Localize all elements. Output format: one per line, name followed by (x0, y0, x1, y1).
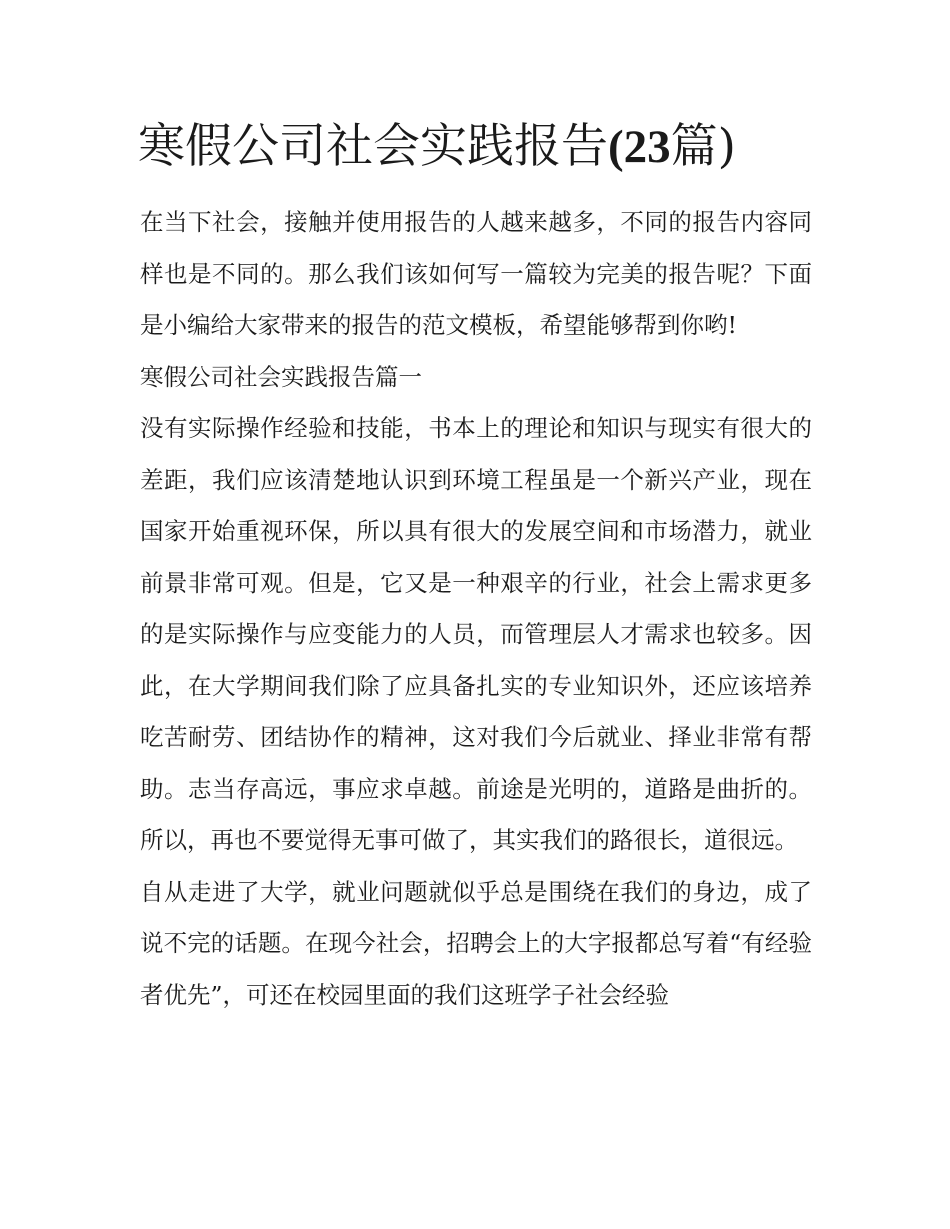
intro-paragraph: 在当下社会，接触并使用报告的人越来越多，不同的报告内容同样也是不同的。那么我们该如何写一篇较为完美的报告呢？下面是小编给大家带来的报告的范文模板，希望能够帮到你哟! (140, 208, 812, 339)
body-paragraph: 自从走进了大学，就业问题就似乎总是围绕在我们的身边，成了说不完的话题。在现今社会，招聘会上的大字报都总写着“有经验者优先”，可还在校园里面的我们这班学子社会经验 (140, 877, 812, 1009)
title-count: (23 (608, 121, 671, 173)
body-paragraph: 没有实际操作经验和技能，书本上的理论和知识与现实有很大的差距，我们应该清楚地认识到环境工程虽是一个新兴产业，现在国家开始重视环保，所以具有很大的发展空间和市场潜力，就业前景非常可观。但是，它又是一种艰辛的行业，社会上需求更多的是实际操作与应变能力的人员，而管理层人才需求也较多。因此，在大学期间我们除了应具备扎实的专业知识外，还应该培养吃苦耐劳、团结协作的精神，这对我们今后就业、择业非常有帮助。志当存高远，事应求卓越。前途是光明的，道路是曲折的。所以，再也不要觉得无事可做了，其实我们的路很长，道很远。 (140, 414, 812, 854)
title-tail: 篇) (670, 119, 736, 174)
title-main: 寒假公司社会实践报告 (138, 119, 608, 174)
document-body (140, 197, 812, 1021)
section-heading: 寒假公司社会实践报告篇一 (140, 362, 422, 391)
document-title (138, 112, 838, 182)
